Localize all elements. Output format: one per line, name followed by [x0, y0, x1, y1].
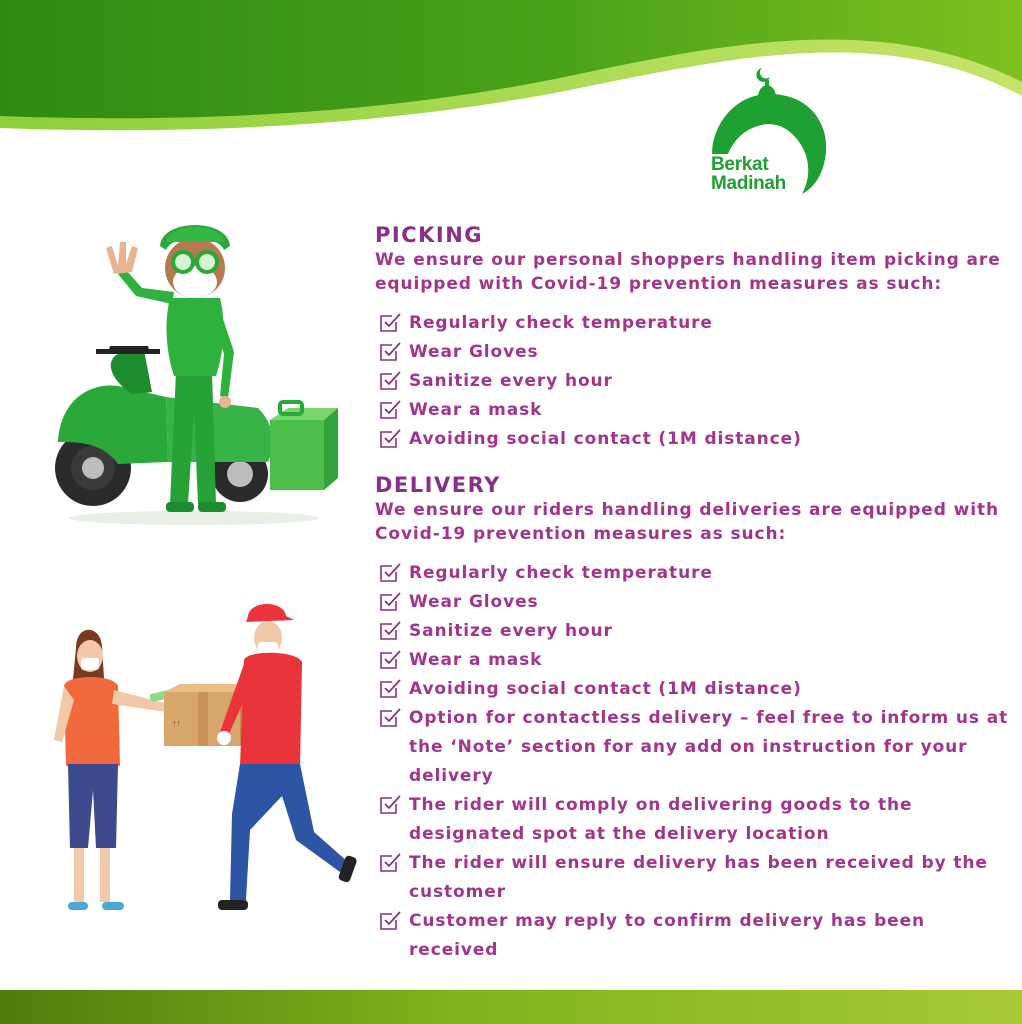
logo-text-line1: Berkat	[711, 154, 769, 175]
checkbox-check-icon	[380, 621, 402, 641]
checklist-item-text: The rider will comply on delivering goods to the designated spot at the delivery location	[409, 795, 913, 844]
checklist-item-text: Avoiding social contact (1M distance)	[409, 679, 802, 699]
checklist-item	[375, 791, 1015, 849]
checklist-item-text: Customer may reply to confirm delivery has been received	[409, 911, 926, 960]
checklist-item-text: Regularly check temperature	[409, 563, 713, 583]
checkbox-check-icon	[380, 853, 402, 873]
checklist-item-text: Sanitize every hour	[409, 371, 613, 391]
checklist-item	[375, 704, 1015, 791]
scooter-rider-illustration	[48, 212, 338, 530]
checkbox-check-icon	[380, 400, 402, 420]
checkbox-check-icon	[380, 429, 402, 449]
checkbox-check-icon	[380, 911, 402, 931]
checkbox-check-icon	[380, 708, 402, 728]
logo-text-line2: Madinah	[711, 173, 786, 194]
checklist-item	[375, 675, 1015, 704]
checkbox-check-icon	[380, 795, 402, 815]
content-column	[375, 222, 1015, 965]
checklist-item	[375, 396, 1015, 425]
delivery-section	[375, 472, 1015, 965]
delivery-intro: We ensure our riders handling deliveries are equipped with Covid-19 prevention measures as such:	[375, 500, 999, 544]
checkbox-check-icon	[380, 592, 402, 612]
checklist-item	[375, 588, 1015, 617]
picking-title: PICKING	[375, 223, 484, 247]
checkbox-check-icon	[380, 313, 402, 333]
checklist-item	[375, 309, 1015, 338]
checklist-item	[375, 425, 1015, 454]
checklist-item-text: Sanitize every hour	[409, 621, 613, 641]
picking-checklist	[375, 309, 1015, 454]
checkbox-check-icon	[380, 563, 402, 583]
checklist-item-text: The rider will ensure delivery has been received by the customer	[409, 853, 988, 902]
parcel-handover-illustration	[48, 600, 364, 918]
checklist-item	[375, 338, 1015, 367]
checklist-item-text: Avoiding social contact (1M distance)	[409, 429, 802, 449]
checklist-item	[375, 907, 1015, 965]
checkbox-check-icon	[380, 650, 402, 670]
checklist-item-text: Regularly check temperature	[409, 313, 713, 333]
checklist-item-text: Wear a mask	[409, 650, 543, 670]
svg-text:↑↑: ↑↑	[172, 718, 181, 728]
checklist-item-text: Wear Gloves	[409, 592, 539, 612]
checkbox-check-icon	[380, 371, 402, 391]
checklist-item-text: Wear Gloves	[409, 342, 539, 362]
checklist-item	[375, 849, 1015, 907]
checklist-item-text: Option for contactless delivery – feel free to inform us at the ‘Note’ section for any add on instruction for your delivery	[409, 708, 1009, 786]
berkat-madinah-logo	[706, 66, 836, 198]
top-green-wave	[0, 0, 1022, 140]
delivery-title: DELIVERY	[375, 473, 501, 497]
picking-intro: We ensure our personal shoppers handling item picking are equipped with Covid-19 prevention measures as such:	[375, 250, 1001, 294]
checkbox-check-icon	[380, 679, 402, 699]
picking-section	[375, 222, 1015, 454]
bottom-green-band	[0, 990, 1022, 1024]
delivery-checklist	[375, 559, 1015, 965]
checkbox-check-icon	[380, 342, 402, 362]
checklist-item	[375, 646, 1015, 675]
checklist-item	[375, 559, 1015, 588]
checklist-item	[375, 367, 1015, 396]
checklist-item	[375, 617, 1015, 646]
checklist-item-text: Wear a mask	[409, 400, 543, 420]
